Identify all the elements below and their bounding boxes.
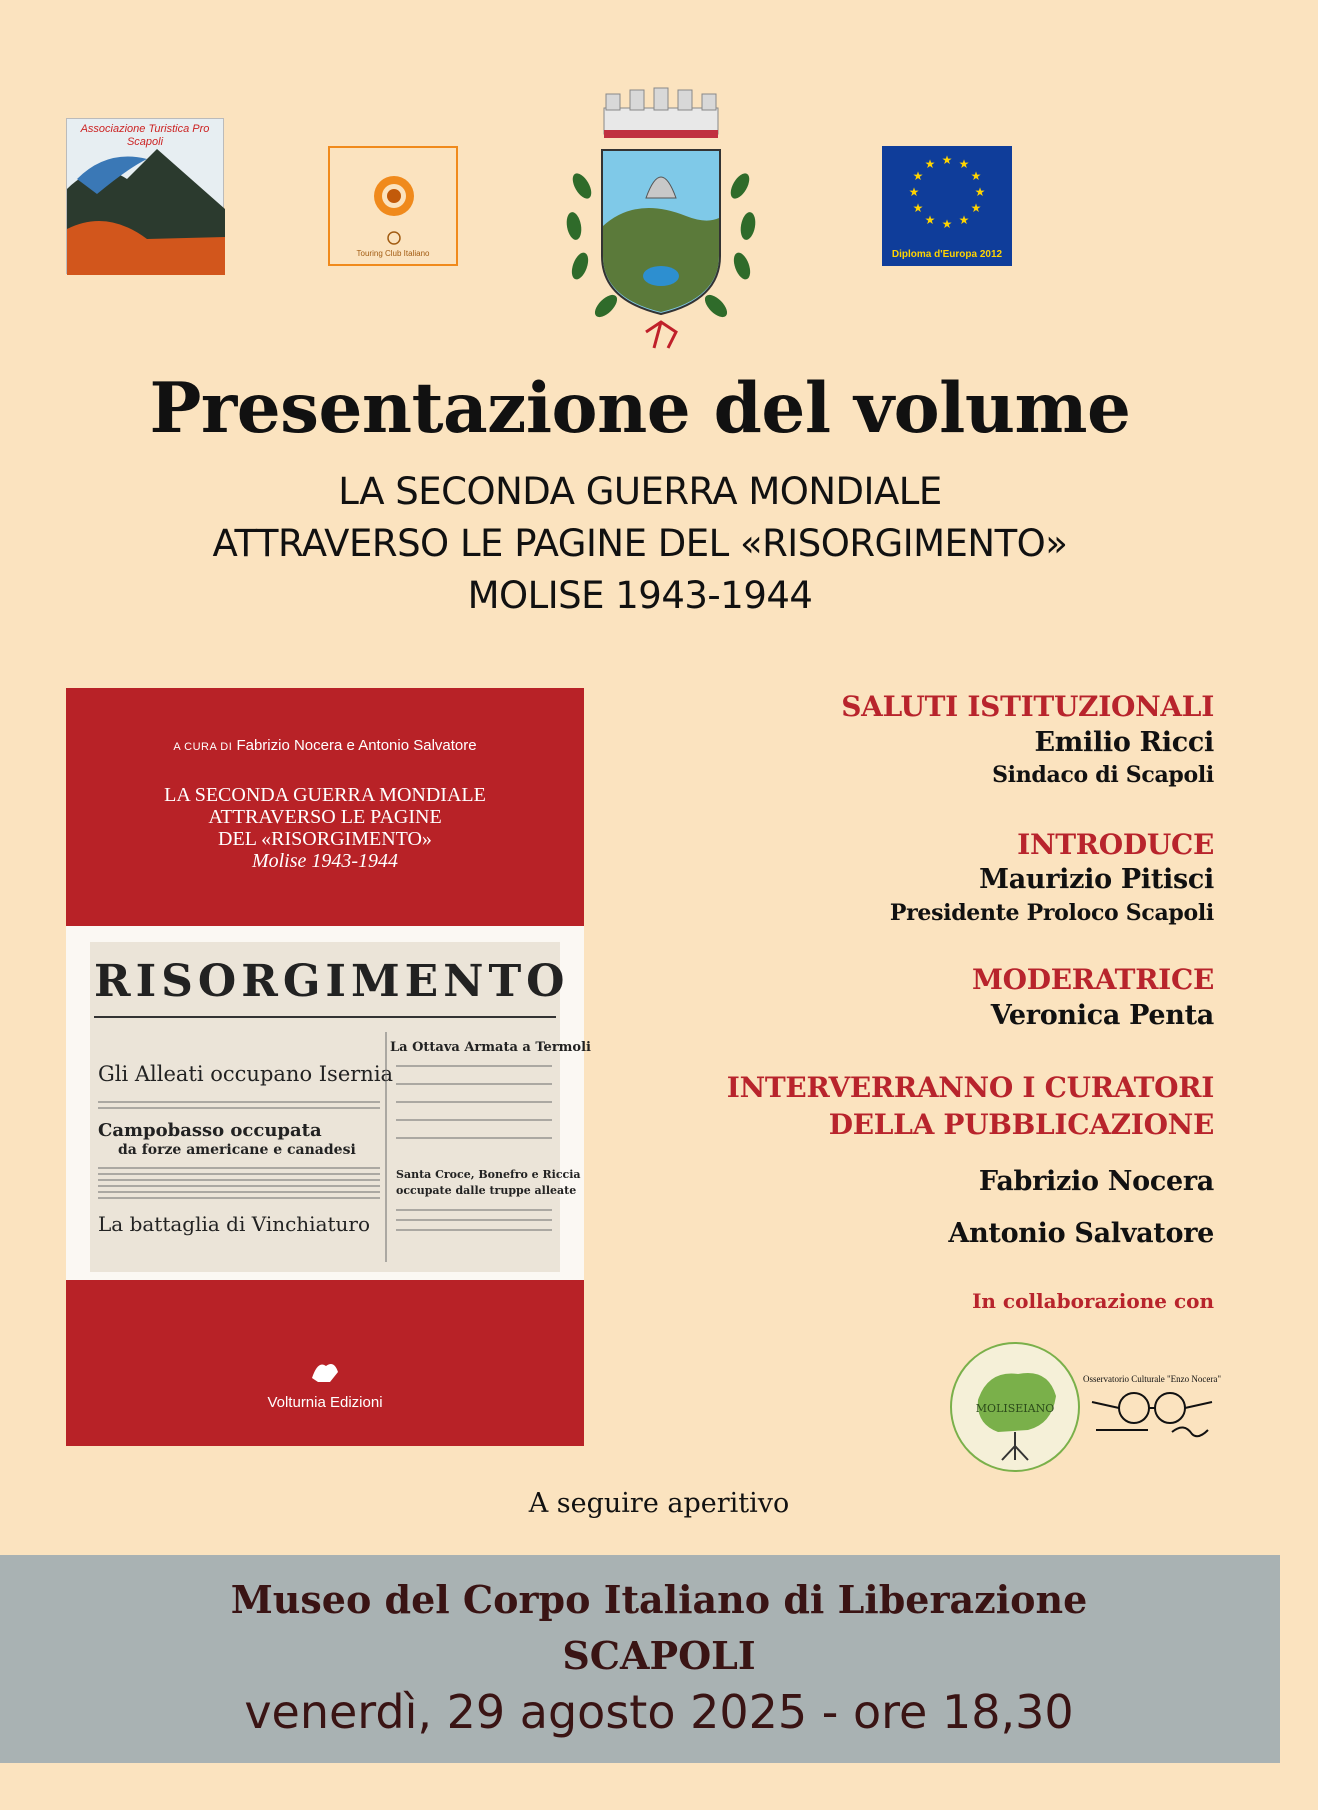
book-curator-1: Fabrizio Nocera <box>236 737 343 754</box>
svg-text:★: ★ <box>924 157 936 171</box>
introduce-heading: INTRODUCE <box>1017 828 1214 861</box>
interverranno-heading-1: INTERVERRANNO I CURATORI <box>726 1071 1214 1104</box>
book-curators <box>66 737 584 754</box>
moderatrice-name: Veronica Penta <box>990 1000 1214 1031</box>
saluti-role: Sindaco di Scapoli <box>992 762 1214 788</box>
venue-city: SCAPOLI <box>562 1633 756 1678</box>
volturnia-logo-icon <box>310 1358 340 1384</box>
a-cura-di-label: A CURA DI <box>173 741 233 753</box>
page-title: Presentazione del volume <box>149 368 1131 449</box>
book-publisher: Volturnia Edizioni <box>267 1394 383 1411</box>
subtitle-line-2: ATTRAVERSO LE PAGINE DEL «RISORGIMENTO» <box>212 522 1068 565</box>
book-and: e <box>346 737 355 754</box>
event-date: venerdì, 29 agosto 2025 - ore 18,30 <box>244 1685 1074 1739</box>
saluti-name: Emilio Ricci <box>1034 727 1214 758</box>
headline-santa-croce-sub: occupate dalle truppe alleate <box>396 1184 577 1197</box>
headline-termoli: La Ottava Armata a Termoli <box>390 1040 591 1055</box>
curatore-1-name: Fabrizio Nocera <box>978 1166 1214 1197</box>
moliseiano-logo-icon <box>948 1340 1082 1474</box>
headline-vinchiaturo: La battaglia di Vinchiaturo <box>98 1212 371 1236</box>
eu-diploma-logo <box>882 146 1012 266</box>
svg-text:★: ★ <box>924 213 936 227</box>
curatore-2-name: Antonio Salvatore <box>948 1218 1214 1249</box>
svg-text:★: ★ <box>912 169 924 183</box>
newspaper-clipping <box>66 926 591 1280</box>
headline-santa-croce: Santa Croce, Bonefro e Riccia <box>396 1168 581 1181</box>
introduce-role: Presidente Proloco Scapoli <box>889 900 1214 926</box>
assoc-logo-text: Associazione Turistica Pro Scapoli <box>80 123 210 148</box>
moliseiano-text: MOLISEIANO <box>975 1402 1055 1415</box>
headline-campobasso-sub: da forze americane e canadesi <box>118 1142 356 1158</box>
collaborazione-label: In collaborazione con <box>972 1289 1214 1313</box>
eu-logo-text: Diploma d'Europa 2012 <box>891 249 1003 260</box>
event-footer-band <box>0 1555 1280 1763</box>
touring-club-logo <box>328 146 458 266</box>
svg-text:★: ★ <box>958 157 970 171</box>
newspaper-image <box>90 942 591 1272</box>
book-title <box>66 784 584 872</box>
svg-text:★: ★ <box>908 185 920 199</box>
svg-text:★: ★ <box>912 201 924 215</box>
introduce-name: Maurizio Pitisci <box>979 864 1214 895</box>
tci-emblem-icon <box>330 148 456 264</box>
newspaper-masthead: RISORGIMENTO <box>94 956 570 1007</box>
subtitle-line-3: MOLISE 1943-1944 <box>467 574 813 617</box>
svg-text:★: ★ <box>970 201 982 215</box>
book-title-line-2: ATTRAVERSO LE PAGINE <box>208 806 442 828</box>
svg-text:★: ★ <box>970 169 982 183</box>
book-title-subtitle: Molise 1943-1944 <box>251 850 399 872</box>
eu-stars-icon <box>882 146 1012 246</box>
mountain-icon <box>67 119 225 275</box>
book-title-line-1: LA SECONDA GUERRA MONDIALE <box>164 784 486 806</box>
interverranno-heading-2: DELLA PUBBLICAZIONE <box>828 1108 1214 1141</box>
book-title-line-3: DEL «RISORGIMENTO» <box>218 828 432 850</box>
aperitivo-note: A seguire aperitivo <box>528 1488 790 1519</box>
svg-text:★: ★ <box>941 217 953 231</box>
saluti-heading: SALUTI ISTITUZIONALI <box>841 690 1214 723</box>
headline-campobasso: Campobasso occupata <box>98 1120 322 1141</box>
moderatrice-heading: MODERATRICE <box>971 963 1214 996</box>
osservatorio-text: Osservatorio Culturale "Enzo Nocera" <box>1082 1374 1222 1384</box>
svg-text:★: ★ <box>958 213 970 227</box>
svg-text:★: ★ <box>974 185 986 199</box>
osservatorio-logo-icon <box>1082 1372 1222 1448</box>
municipal-crest-icon <box>546 86 776 352</box>
svg-text:★: ★ <box>941 153 953 167</box>
headline-isernia: Gli Alleati occupano Isernia <box>98 1062 394 1086</box>
book-cover <box>66 688 591 1446</box>
venue-name: Museo del Corpo Italiano di Liberazione <box>230 1577 1088 1622</box>
tci-logo-text: Touring Club Italiano <box>356 249 430 258</box>
newspaper-columns-texture <box>90 942 570 1272</box>
subtitle-line-1: LA SECONDA GUERRA MONDIALE <box>338 470 942 513</box>
assoc-turistica-logo <box>66 118 224 274</box>
book-curator-2: Antonio Salvatore <box>358 737 477 754</box>
